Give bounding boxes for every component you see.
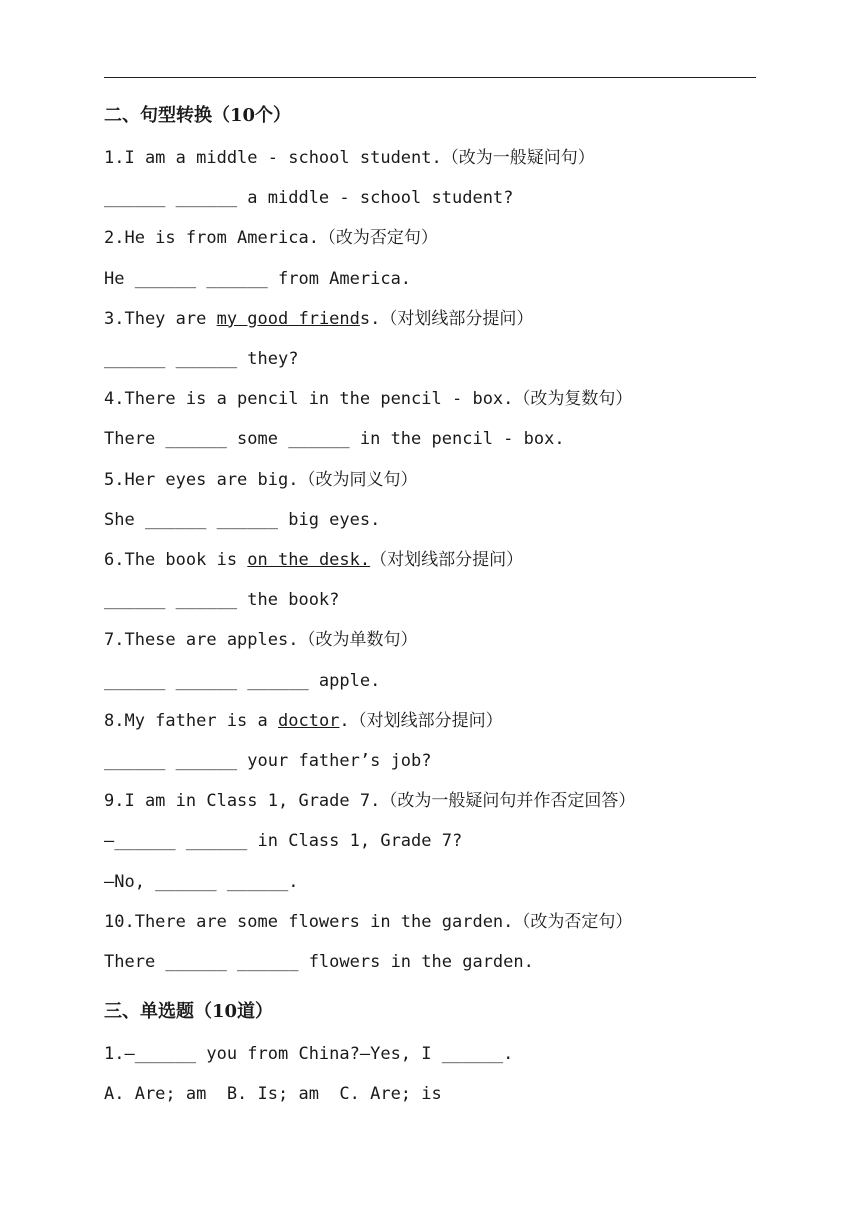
question-9: 9.I am in Class 1, Grade 7.（改为一般疑问句并作否定回答） [104,791,636,812]
answer-6: ______ ______ the book? [104,590,340,611]
question-6 [104,540,804,580]
answer-8: ______ ______ your father’s job? [104,751,432,772]
question-text: （对划线部分提问） [370,550,524,571]
question-4: 4.There is a pencil in the pencil - box.（改为复数句） [104,389,633,410]
answer-5: She ______ ______ big eyes. [104,509,381,530]
question-1: 1.I am a middle - school student.（改为一般疑问句） [104,148,595,168]
answer-4: There ______ some ______ in the pencil - box. [104,429,565,450]
question-text: 3.They are [104,308,217,329]
question-text: .（对划线部分提问） [339,710,503,731]
question-text: 8.My father is a [104,710,278,731]
question-3 [104,299,804,339]
answer-1: ______ ______ a middle - school student? [104,188,514,209]
question-5: 5.Her eyes are big.（改为同义句） [104,469,418,490]
mc-question-1: 1.—______ you from China?—Yes, I ______. [104,1044,514,1065]
mc-options-1: A. Are; am B. Is; am C. Are; is [104,1084,442,1105]
section-heading-multiple-choice: 三、单选题（10道） [104,1001,274,1023]
answer-7: ______ ______ ______ apple. [104,670,381,691]
question-2: 2.He is from America.（改为否定句） [104,228,438,249]
answer-3: ______ ______ they? [104,349,299,370]
question-7: 7.These are apples.（改为单数句） [104,630,418,651]
answer-9-question: —______ ______ in Class 1, Grade 7? [104,831,463,852]
underlined-phrase: on the desk. [247,550,371,571]
question-8 [104,701,804,741]
header-rule [104,77,756,78]
question-text: 6.The book is [104,550,248,571]
section-heading-sentence-transformation: 二、句型转换（10个） [104,105,292,126]
question-text: s.（对划线部分提问） [359,308,534,329]
underlined-phrase: my good friend [216,308,360,329]
answer-10: There ______ ______ flowers in the garden. [104,952,534,973]
answer-9-reply: —No, ______ ______. [104,871,299,892]
underlined-phrase: doctor [278,710,340,731]
question-10: 10.There are some flowers in the garden.（改为否定句） [104,911,633,932]
document-body [104,104,804,1115]
answer-2: He ______ ______ from America. [104,268,412,289]
